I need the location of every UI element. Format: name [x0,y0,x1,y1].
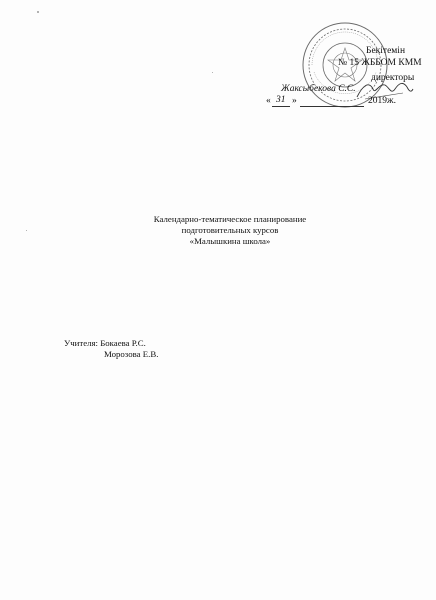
teacher-line-1 [64,338,158,349]
teachers-block [64,338,158,360]
director-name: Жаксыбекова С.С. [281,84,356,94]
teachers-label: Учителя: [64,338,98,348]
school-name: № 15 ЖББОМ КММ [338,58,422,68]
date-year: 2019ж. [368,96,396,106]
director-position: директоры [371,73,415,83]
teacher-name-2: Морозова Е.В. [104,349,159,359]
title-line-1: Календарно-тематическое планирование [153,214,307,224]
teacher-line-2 [64,349,158,360]
date-day-underline [272,106,290,107]
date-open-quote: « [266,96,271,106]
title-line-3: «Малышкина школа» [189,236,271,246]
date-close-quote: » [292,96,297,106]
date-day: 31 [276,95,286,105]
date-month-underline [300,106,364,107]
document-title-block [100,214,360,247]
scan-speck [26,230,27,231]
title-line-2: подготовительных курсов [181,225,279,235]
teacher-name-1: Бокаева Р.С. [100,338,146,348]
approval-block [0,0,436,120]
approved-label: Бекітемін [366,46,406,56]
